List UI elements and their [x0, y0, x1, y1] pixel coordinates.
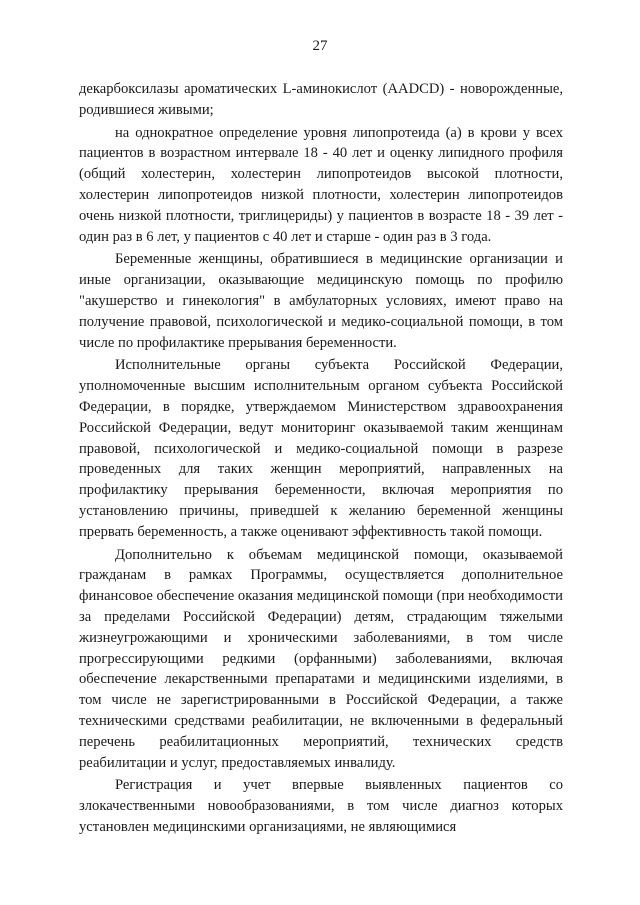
paragraph-cancer-registration: Регистрация и учет впервые выявленных пациентов со злокачественными новообразованиями, в том числе диагноз которых установлен медицинскими организациями, не являющимися [79, 777, 563, 835]
paragraph-pregnant-women-rights: Беременные женщины, обратившиеся в медицинские организации и иные организации, оказывающие медицинскую помощь по профилю "акушерство и гинекология" в амбулаторных условиях, имеют право на получение правовой, психологической и медико-социальной помощи, в том числе по профилактике прерывания беременности. [79, 251, 563, 351]
paragraph-lipoprotein-screening: на однократное определение уровня липопротеида (а) в крови у всех пациентов в возрастном интервале 18 - 40 лет и оценку липидного профиля (общий холестерин, холестерин липопротеидов высокой плотности, холестерин липопротеидов низкой плотности, холестерин липопротеидов очень низкой плотности, триглицериды) у пациентов в возрасте 18 - 39 лет - один раз в 6 лет, у пациентов с 40 лет и старше - один раз в 3 года. [79, 124, 563, 245]
paragraph-additional-financing: Дополнительно к объемам медицинской помощи, оказываемой гражданам в рамках Программы, осуществляется дополнительное финансовое обеспечение оказания медицинской помощи (при необходимости за пределами Российской Федерации) детям, страдающим тяжелыми жизнеугрожающими и хроническими заболеваниями, в том числе прогрессирующими редкими (орфанными) заболеваниями, включая обеспечение лекарственными препаратами и медицинскими изделиями, в том числе не зарегистрированными в Российской Федерации, а также техническими средствами реабилитации, не включенными в федеральный перечень реабилитационных мероприятий, технических средств реабилитации и услуг, предоставляемых инвалиду. [79, 546, 563, 771]
body-text [79, 79, 563, 838]
paragraph-aadcd-continuation: декарбоксилазы ароматических L-аминокислот (AADCD) - новорожденные, родившиеся живыми; [79, 81, 563, 118]
paragraph-executive-bodies-monitoring: Исполнительные органы субъекта Российской Федерации, уполномоченные высшим исполнительным органом субъекта Российской Федерации, в порядке, утверждаемом Министерством здравоохранения Российской Федерации, ведут мониторинг оказываемой таким женщинам правовой, психологической и медико-социальной помощи в разрезе проведенных для таких женщин мероприятий, направленных на профилактику прерывания беременности, включая мероприятия по установлению причины, приведшей к желанию беременной женщины прервать беременность, а также оценивают эффективность такой помощи. [79, 357, 563, 540]
page-number: 27 [312, 38, 328, 54]
